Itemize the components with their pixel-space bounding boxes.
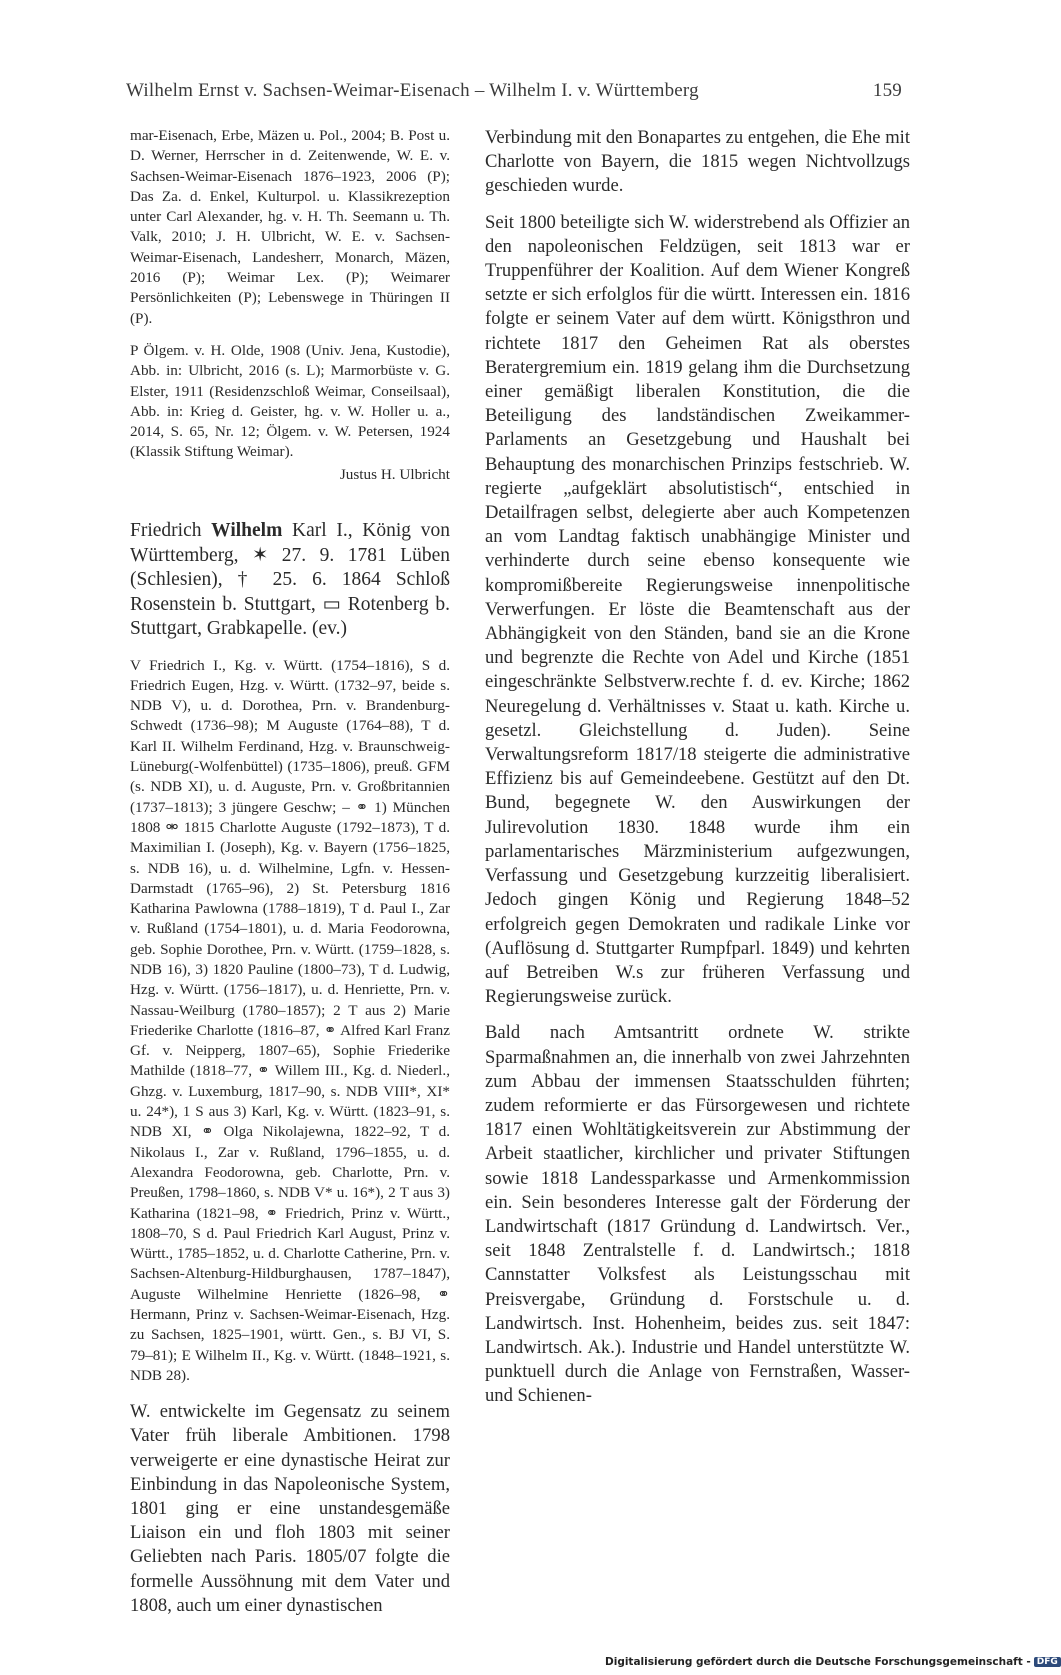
page-number: 159	[872, 80, 902, 101]
entry-heading-pre: Friedrich	[130, 520, 212, 542]
biography-paragraph-1: Verbindung mit den Bonapartes zu entgehen, die Ehe mit Charlotte von Bayern, die 1815 wegen Nichtvollzugs geschieden wurde.	[485, 127, 910, 197]
literature-paragraph: mar-Eisenach, Erbe, Mäzen u. Pol., 2004; B. Post u. D. Werner, Herrscher in d. Zeitenwende, W. E. v. Sachsen-Weimar-Eisenach 1876–1923, 2006 (P); Das Za. d. Enkel, Kulturpol. u. Klassikrezeption unter Carl Alexander, hg. v. H. Th. Seemann u. Th. Valk, 2010; J. H. Ulbricht, W. E. v. Sachsen-Weimar-Eisenach, Landesherr, Monarch, Mäzen, 2016 (P); Weimar Lex. (P); Weimarer Persönlichkeiten (P); Lebenswege in Thüringen II (P).	[130, 127, 450, 327]
biography-paragraph-3: Bald nach Amtsantritt ordnete W. strikte Sparmaßnahmen an, die innerhalb von zwei Jahrzehnten zum Abbau der immensen Staatsschulden führten; zudem reformierte er das Fürsorgewesen und richtete 1817 einen Wohltätigkeitsverein zur Abstimmung der Arbeit staatlicher, kirchlicher und privater Stiftungen sowie 1818 Landessparkasse und Armenkommission ein. Sein besonderes Interesse galt der Förderung der Landwirtschaft (1817 Gründung d. Landwirtsch. Ver., seit 1848 Zentralstelle f. d. Landwirtsch.; 1818 Cannstatter Volksfest als Leistungsschau mit Preisvergabe, Gründung d. Forstschule u. d. Landwirtsch. Inst. Hohenheim, beides zus. seit 1847: Landwirtsch. Ak.). Industrie und Handel unterstützte W. punktuell durch die Anlage von Fernstraßen, Wasser- und Schienen-	[485, 1022, 910, 1407]
genealogy-paragraph: V Friedrich I., Kg. v. Württ. (1754–1816), S d. Friedrich Eugen, Hzg. v. Württ. (1732–97, beide s. NDB V), u. d. Dorothea, Prn. v. Brandenburg-Schwedt (1736–98); M Auguste (1764–88), T d. Karl II. Wilhelm Ferdinand, Hzg. v. Braunschweig-Lüneburg(-Wolfenbüttel) (1735–1806), preuß. GFM (s. NDB XI), u. d. Auguste, Prn. v. Großbritannien (1737–1813); 3 jüngere Geschw; – ⚭ 1) München 1808 ⚮ 1815 Charlotte Auguste (1792–1873), T d. Maximilian I. (Joseph), Kg. v. Bayern (1756–1825, s. NDB 16), u. d. Wilhelmine, Lgfn. v. Hessen-Darmstadt (1765–96), 2) St. Petersburg 1816 Katharina Pawlowna (1788–1819), T d. Paul I., Zar v. Rußland (1754–1801), u. d. Maria Feodorowna, geb. Sophie Dorothee, Prn. v. Württ. (1759–1828, s. NDB 16), 3) 1820 Pauline (1800–73), T d. Ludwig, Hzg. v. Württ. (1756–1817), u. d. Henriette, Prn. v. Nassau-Weilburg (1780–1857); 2 T aus 2) Marie Friederike Charlotte (1816–87, ⚭ Alfred Karl Franz Gf. v. Neipperg, 1807–65), Sophie Friederike Mathilde (1818–77, ⚭ Willem III., Kg. d. Niederl., Ghzg. v. Luxemburg, 1817–90, s. NDB VIII*, XI* u. 24*), 1 S aus 3) Karl, Kg. v. Württ. (1823–91, s. NDB XI, ⚭ Olga Nikolajewna, 1822–92, T d. Nikolaus I., Zar v. Rußland, 1796–1855, u. d. Alexandra Feodorowna, geb. Charlotte, Prn. v. Preußen, 1798–1860, s. NDB V* u. 16*), 2 T aus 3) Katharina (1821–98, ⚭ Friedrich, Prinz v. Württ., 1808–70, S d. Paul Friedrich Karl August, Prinz v. Württ., 1785–1852, u. d. Charlotte Catherine, Prn. v. Sachsen-Altenburg-Hildburghausen, 1787–1847), Auguste Wilhelmine Henriette (1826–98, ⚭ Hermann, Prinz v. Sachsen-Weimar-Eisenach, Hzg. zu Sachsen, 1825–1901, württ. Gen., s. BJ VI, S. 79–81); E Wilhelm II., Kg. v. Württ. (1848–1921, s. NDB 28).	[130, 656, 450, 1384]
running-title: Wilhelm Ernst v. Sachsen-Weimar-Eisenach – Wilhelm I. v. Württemberg	[126, 80, 699, 101]
biography-paragraph-2: Seit 1800 beteiligte sich W. widerstrebend als Offizier an den napoleonischen Feldzügen, seit 1813 war er Truppenführer der Koalition. Auf dem Wiener Kongreß setzte er sich erfolglos für die württ. Interessen ein. 1816 folgte er seinem Vater auf dem württ. Königsthron und richtete 1817 den Geheimen Rat als oberstes Beratergremium ein. 1819 gelang ihm die Durchsetzung einer gemäßigt liberalen Konstitution, die die Beteiligung des landständischen Zweikammer-Parlaments an Gesetzgebung und Haushalt bei Behauptung des monarchischen Prinzips festschrieb. W. regierte „aufgeklärt absolutistisch“, entschied in Detailfragen selbst, delegierte aber auch Kompetenzen an vom Landtag faktisch unabhängige Minister und verhinderte durch seine ebenso konsequente wie kompromißbereite Regierungsweise innenpolitische Verwerfungen. Er löste die Beamtenschaft aus der Abhängigkeit von den Ständen, band sie an die Krone und begrenzte die Rechte von Adel und Kirche (1851 eingeschränkte Selbstverw.rechte f. d. ev. Kirche; 1862 Neuregelung d. Verhältnisses v. Staat u. kath. Kirche u. gesetzl. Gleichstellung d. Juden). Seine Verwaltungsreform 1817/18 steigerte die administrative Effizienz bis auf Gemeindeebene. Gestützt auf den Dt. Bund, begegnete W. den Auswirkungen der Julirevolution 1830. 1848 wurde ihm ein parlamentarisches Märzministerium aufgezwungen, Verfassung und Gesetzgebung kurzzeitig liberalisiert. Jedoch gingen König und Regierung 1848–52 erfolgreich gegen Demokraten und radikale Linke vor (Auflösung d. Stuttgarter Rumpfparl. 1849) und kehrten auf Betreiben W.s zur früheren Verfassung und Regierungsweise zurück.	[485, 211, 910, 1008]
right-column	[485, 126, 910, 1409]
entry-heading	[130, 519, 450, 642]
footer-text: Digitalisierung gefördert durch die Deutsche Forschungsgemeinschaft -	[605, 1656, 1031, 1668]
entry-heading-post: Karl I., König von Württemberg, ✶ 27. 9. 1781 Lüben (Schlesien), † 25. 6. 1864 Schloß Rosenstein b. Stuttgart, ▭ Rotenberg b. Stuttgart, Grabkapelle. (ev.)	[130, 520, 450, 640]
digitization-footer	[605, 1656, 1061, 1668]
entry-heading-name: Wilhelm	[211, 520, 283, 542]
author-signature: Justus H. Ulbricht	[339, 465, 450, 483]
dfg-logo: DFG	[1034, 1657, 1061, 1667]
portraits-paragraph: P Ölgem. v. H. Olde, 1908 (Univ. Jena, Kustodie), Abb. in: Ulbricht, 2016 (s. L); Marmorbüste v. G. Elster, 1911 (Residenzschloß Weimar, Conseilsaal), Abb. in: Krieg d. Geister, hg. v. W. Holler u. a., 2014, S. 65, Nr. 12; Ölgem. v. W. Petersen, 1924 (Klassik Stiftung Weimar).	[130, 341, 450, 461]
biography-paragraph-start: W. entwickelte im Gegensatz zu seinem Vater früh liberale Ambitionen. 1798 verweigerte er eine dynastische Heirat zur Einbindung in das Napoleonische System, 1801 ging er eine unstandesgemäße Liaison ein und floh 1803 mit seiner Geliebten nach Paris. 1805/07 folgte die formelle Aussöhnung mit dem Vater und 1808, auch um einer dynastischen	[130, 1401, 450, 1616]
left-column	[130, 126, 450, 1618]
